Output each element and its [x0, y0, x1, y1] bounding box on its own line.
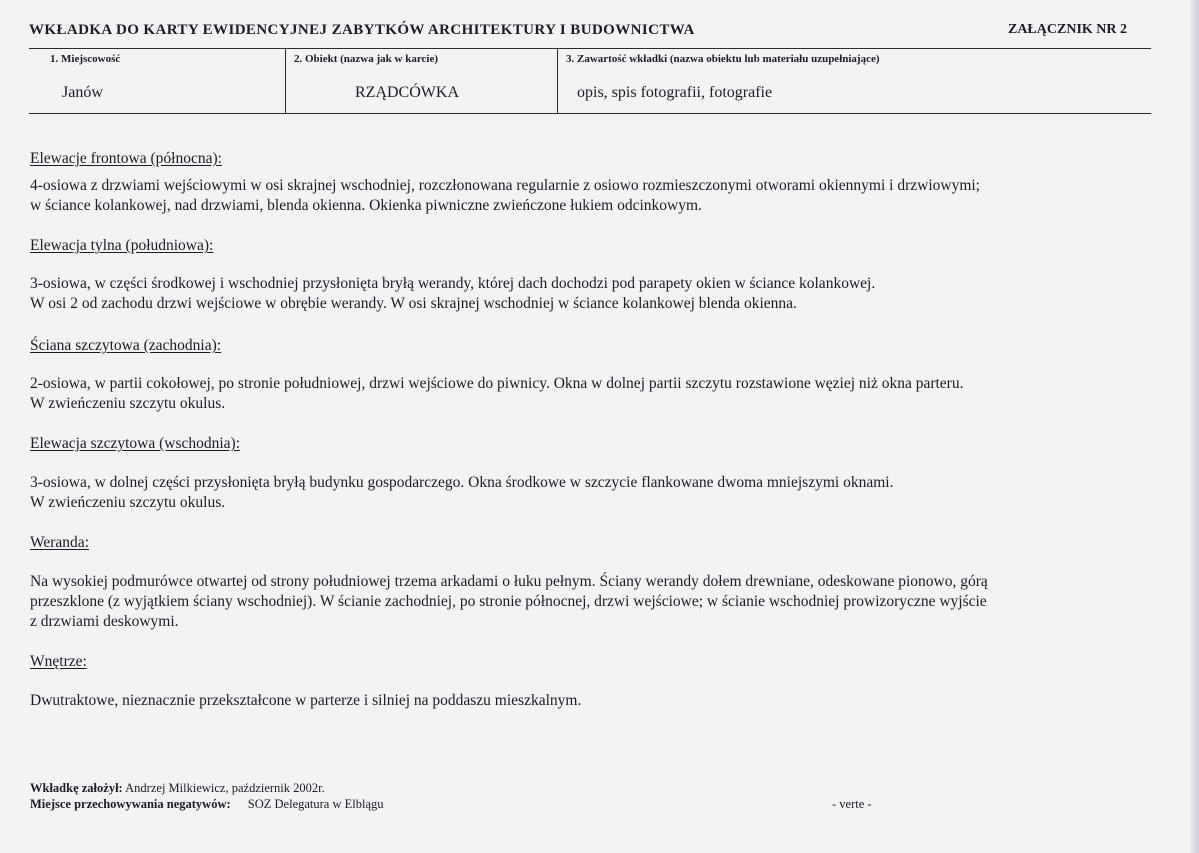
section-heading-west-gable: Ściana szczytowa (zachodnia): — [30, 337, 222, 354]
text-line: W osi 2 od zachodu drzwi wejściowe w obrębie werandy. W osi skrajnej wschodniej w ściance kolankowej blenda okienna. — [30, 295, 797, 312]
text-line: W zwieńczeniu szczytu okulus. — [30, 395, 226, 412]
field-value-contents: opis, spis fotografii, fotografie — [577, 84, 773, 101]
section-text-east-gable — [30, 473, 1110, 513]
column-divider — [285, 48, 286, 114]
section-heading-interior: Wnętrze: — [30, 653, 87, 670]
field-value-locality: Janów — [62, 84, 103, 101]
field-label-contents: 3. Zawartość wkładki (nazwa obiektu lub materiału uzupełniające) — [566, 53, 880, 65]
annex-number: ZAŁĄCZNIK NR 2 — [1007, 22, 1127, 37]
text-line: W zwieńczeniu szczytu okulus. — [30, 494, 226, 511]
section-heading-rear-elevation: Elewacja tylna (południowa): — [30, 237, 214, 254]
section-heading-veranda: Weranda: — [30, 534, 89, 551]
text-line: 3-osiowa, w części środkowej i wschodniej przysłonięta bryłą werandy, której dach dochodzi pod parapety okien w ściance kolankowej. — [30, 275, 876, 292]
footer-author — [30, 781, 325, 796]
footer-storage — [30, 797, 384, 812]
column-divider — [557, 48, 558, 114]
text-line: z drzwiami deskowymi. — [30, 613, 179, 630]
footer-author-label: Wkładkę założył: — [30, 781, 123, 795]
text-line: Dwutraktowe, nieznacznie przekształcone w parterze i silniej na poddaszu mieszkalnym. — [30, 692, 582, 709]
section-text-interior — [30, 691, 1110, 711]
text-line: Na wysokiej podmurówce otwartej od strony południowej trzema arkadami o łuku pełnym. Ściany werandy dołem drewniane, odeskowane pionowo, górą — [30, 573, 988, 590]
field-label-object: 2. Obiekt (nazwa jak w karcie) — [294, 53, 439, 65]
header-bottom-rule — [29, 113, 1151, 114]
section-heading-front-elevation: Elewacje frontowa (północna): — [30, 150, 222, 167]
page-edge — [1191, 0, 1199, 853]
verte-note: - verte - — [832, 797, 872, 811]
footer-storage-value: SOZ Delegatura w Elblągu — [247, 797, 384, 811]
field-label-locality: 1. Miejscowość — [50, 53, 121, 65]
footer-author-value: Andrzej Milkiewicz, październik 2002r. — [125, 781, 325, 795]
text-line: 4-osiowa z drzwiami wejściowymi w osi skrajnej wschodniej, rozczłonowana regularnie z osiowo rozmieszczonymi otworami okiennymi i drzwiowymi; — [30, 177, 980, 194]
text-line: 3-osiowa, w dolnej części przysłonięta bryłą budynku gospodarczego. Okna środkowe w szczycie flankowane dwoma mniejszymi oknami. — [30, 474, 894, 491]
text-line: 2-osiowa, w partii cokołowej, po stronie południowej, drzwi wejściowe do piwnicy. Okna w dolnej partii szczytu rozstawione węziej niż okna parteru. — [30, 375, 964, 392]
section-text-front-elevation — [30, 176, 1110, 216]
text-line: w ściance kolankowej, nad drzwiami, blenda okienna. Okienka piwniczne zwieńczone łukiem odcinkowym. — [30, 197, 702, 214]
document-title: WKŁADKA DO KARTY EWIDENCYJNEJ ZABYTKÓW ARCHITEKTURY I BUDOWNICTWA — [29, 22, 695, 38]
section-text-west-gable — [30, 374, 1110, 414]
field-value-object: RZĄDCÓWKA — [355, 84, 459, 101]
section-heading-east-gable: Elewacja szczytowa (wschodnia): — [30, 435, 241, 452]
section-text-rear-elevation — [30, 274, 1110, 314]
header-top-rule — [29, 48, 1151, 49]
section-text-veranda — [30, 572, 1110, 632]
text-line: przeszklone (z wyjątkiem ściany wschodniej). W ścianie zachodniej, po stronie północnej, drzwi wejściowe; w ścianie wschodniej prowizoryczne wyjście — [30, 593, 987, 610]
footer-storage-label: Miejsce przechowywania negatywów: — [30, 797, 231, 811]
